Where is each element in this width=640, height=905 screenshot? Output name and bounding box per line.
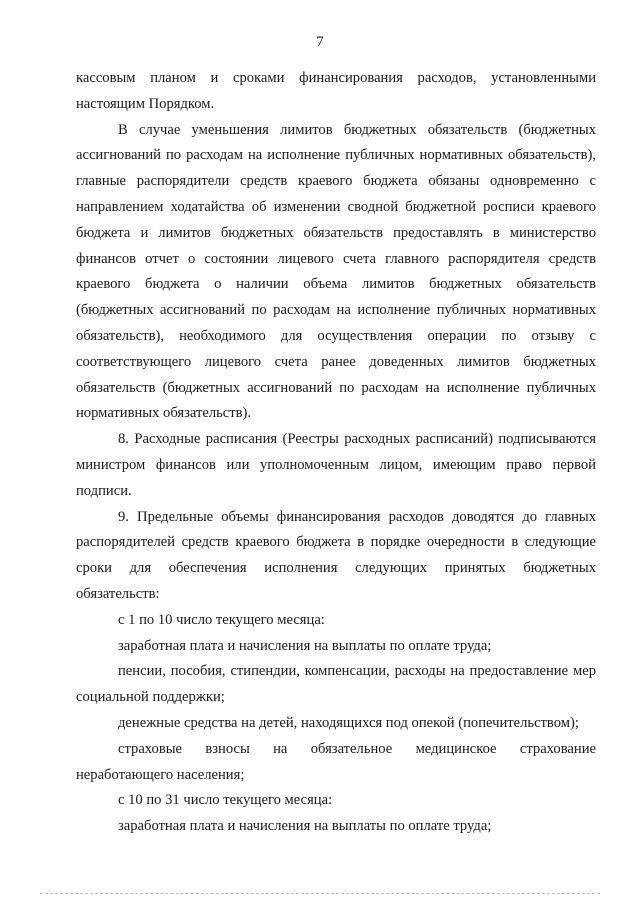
list-item-pensions: пенсии, пособия, стипендии, компенсации, расходы на предоставление мер социальной поддержки; xyxy=(76,663,596,706)
document-body xyxy=(76,66,596,840)
paragraph-continuation: кассовым планом и сроками финансирования расходов, установленными настоящим Порядком. xyxy=(76,70,596,112)
paragraph-limits-reduction: В случае уменьшения лимитов бюджетных обязательств (бюджетных ассигнований по расходам на исполнение публичных нормативных обязательств), главные распорядители средств краевого бюджета обязаны одновременно с направлением ходатайства об изменении сводной бюджетной росписи краевого бюджета и лимитов бюджетных обязательств предоставлять в министерство финансов отчет о состоянии лицевого счета главного распорядителя средств краевого бюджета о наличии объема лимитов бюджетных обязательств (бюджетных ассигнований по расходам на исполнение публичных нормативных обязательств), необходимого для осуществления операции по отзыву с соответствующего лицевого счета ранее доведенных лимитов бюджетных обязательств (бюджетных ассигнований по расходам на исполнение публичных нормативных обязательств). xyxy=(76,121,596,422)
paragraph-item-8: 8. Расходные расписания (Реестры расходных расписаний) подписываются министром финансов или уполномоченным лицом, имеющим право первой подписи. xyxy=(76,431,596,499)
list-item-guardianship: денежные средства на детей, находящихся под опекой (попечительством); xyxy=(118,714,579,731)
list-item-salary: заработная плата и начисления на выплаты по оплате труда; xyxy=(118,637,492,654)
list-heading-days-1-10: с 1 по 10 число текущего месяца: xyxy=(118,611,325,628)
page-number: 7 xyxy=(316,34,324,50)
paragraph-item-9: 9. Предельные объемы финансирования расходов доводятся до главных распорядителей средств краевого бюджета в порядке очередности в следующие сроки для обеспечения исполнения следующих принятых бюджетных обязательств: xyxy=(76,508,596,602)
list-heading-days-10-31: с 10 по 31 число текущего месяца: xyxy=(118,792,333,809)
scan-edge-rule xyxy=(40,893,600,894)
list-item-salary-2: заработная плата и начисления на выплаты по оплате труда; xyxy=(118,818,492,835)
list-item-insurance: страховые взносы на обязательное медицинское страхование неработающего населения; xyxy=(76,740,596,783)
